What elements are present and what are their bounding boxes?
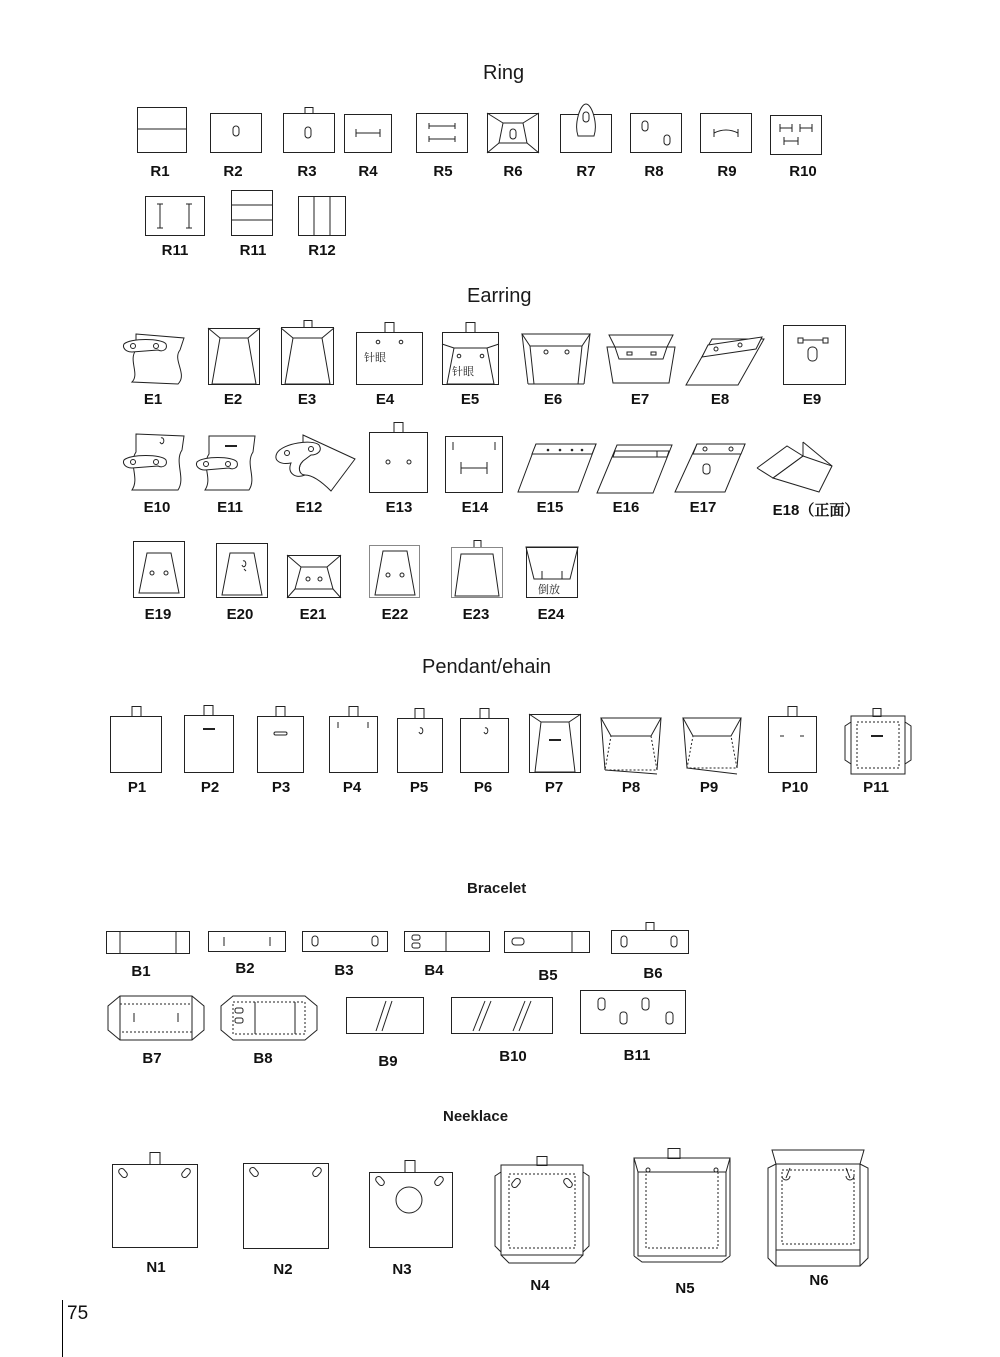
earring-label: E1 — [143, 391, 163, 408]
bracelet-label: B8 — [253, 1050, 273, 1067]
necklace-card-n2 — [243, 1163, 329, 1249]
pendant-label: P4 — [342, 779, 362, 796]
necklace-card-n5 — [634, 1148, 730, 1262]
necklace-card-n1 — [112, 1152, 198, 1248]
pendant-card-p2 — [184, 705, 234, 773]
necklace-section-title: Neeklace — [443, 1108, 509, 1125]
earring-card-e6 — [522, 332, 590, 385]
bracelet-card-b11 — [580, 990, 686, 1034]
ring-label: R11 — [239, 242, 267, 259]
earring-card-e19 — [133, 541, 185, 598]
bracelet-section-title: Bracelet — [467, 880, 527, 897]
e24-upside-down-label: 倒放 — [538, 583, 560, 596]
earring-label: E13 — [385, 499, 413, 516]
earring-card-e20 — [216, 543, 268, 598]
earring-card-e16 — [597, 441, 672, 493]
earring-label: E12 — [295, 499, 323, 516]
ring-label: R11 — [161, 242, 189, 259]
bracelet-label: B1 — [131, 963, 151, 980]
pendant-card-p4 — [329, 706, 378, 773]
ring-card-r7 — [560, 102, 612, 153]
bracelet-label: B11 — [623, 1047, 651, 1064]
pendant-card-p11 — [845, 708, 911, 775]
earring-label: E17 — [689, 499, 717, 516]
earring-card-e12 — [273, 433, 355, 493]
ring-card-r4 — [344, 114, 392, 153]
pendant-label: P6 — [473, 779, 493, 796]
ring-label: R2 — [223, 163, 243, 180]
pendant-card-p7 — [529, 714, 581, 773]
ring-label: R3 — [297, 163, 317, 180]
earring-label: E20 — [226, 606, 254, 623]
pendant-card-p5 — [397, 708, 443, 773]
earring-card-e4 — [356, 322, 423, 385]
ring-card-r5 — [416, 113, 468, 153]
bracelet-label: B2 — [235, 960, 255, 977]
earring-label: E22 — [381, 606, 409, 623]
bracelet-card-b5 — [504, 931, 590, 953]
pendant-card-p10 — [768, 706, 817, 773]
ring-section-title: Ring — [483, 62, 525, 84]
page-number-rule — [62, 1300, 63, 1357]
bracelet-card-b4 — [404, 931, 490, 952]
bracelet-label: B7 — [142, 1050, 162, 1067]
bracelet-label: B9 — [378, 1053, 398, 1070]
pendant-label: P2 — [200, 779, 220, 796]
bracelet-label: B6 — [643, 965, 663, 982]
necklace-label: N6 — [809, 1272, 829, 1289]
earring-label: E15 — [536, 499, 564, 516]
bracelet-card-b1 — [106, 931, 190, 954]
ring-card-r11-b — [231, 190, 273, 236]
pendant-card-p1 — [110, 706, 162, 773]
earring-card-e14 — [445, 436, 503, 493]
necklace-card-n4 — [495, 1156, 589, 1263]
bracelet-card-b6 — [611, 922, 689, 954]
pendant-label: P5 — [409, 779, 429, 796]
ring-card-r8 — [630, 113, 682, 153]
ring-label: R7 — [576, 163, 596, 180]
ring-card-r9 — [700, 113, 752, 153]
earring-label: E16 — [612, 499, 640, 516]
pendant-section-title: Pendant/ehain — [422, 656, 552, 678]
ring-card-r11-a — [145, 196, 205, 236]
earring-card-e23 — [451, 540, 503, 598]
ring-card-r1 — [137, 107, 187, 153]
pendant-label: P11 — [863, 779, 889, 796]
necklace-label: N2 — [273, 1261, 293, 1278]
e5-pin-hole-label: 针眼 — [452, 365, 474, 378]
earring-card-e2 — [208, 328, 260, 385]
earring-card-e15 — [518, 440, 596, 493]
page-number: 75 — [67, 1303, 89, 1324]
pendant-card-p3 — [257, 706, 304, 773]
necklace-label: N5 — [675, 1280, 695, 1297]
necklace-label: N3 — [392, 1261, 412, 1278]
pendant-label: P9 — [699, 779, 719, 796]
earring-label: E4 — [375, 391, 395, 408]
earring-card-e17 — [675, 440, 745, 493]
necklace-label: N1 — [146, 1259, 166, 1276]
bracelet-label: B4 — [424, 962, 444, 979]
earring-card-e13 — [369, 422, 428, 493]
ring-card-r3 — [283, 107, 335, 153]
earring-card-e3 — [281, 320, 334, 385]
earring-card-e9 — [783, 325, 846, 385]
ring-card-r2 — [210, 113, 262, 153]
bracelet-card-b3 — [302, 931, 388, 952]
earring-card-e21 — [287, 555, 341, 598]
necklace-card-n6 — [768, 1150, 868, 1266]
ring-label: R4 — [358, 163, 378, 180]
pendant-label: P10 — [781, 779, 809, 796]
pendant-card-p6 — [460, 708, 509, 773]
bracelet-label: B10 — [499, 1048, 527, 1065]
ring-label: R1 — [150, 163, 170, 180]
earring-label: E21 — [299, 606, 327, 623]
earring-label: E5 — [460, 391, 480, 408]
earring-label: E14 — [461, 499, 489, 516]
pendant-label: P7 — [544, 779, 564, 796]
bracelet-card-b2 — [208, 931, 286, 952]
earring-card-e5 — [442, 322, 499, 385]
pendant-card-p8 — [601, 718, 661, 775]
necklace-label: N4 — [530, 1277, 550, 1294]
earring-card-e8 — [686, 335, 764, 386]
earring-label: E10 — [143, 499, 171, 516]
ring-card-r10 — [770, 115, 822, 155]
earring-card-e1 — [122, 330, 186, 386]
earring-label: E3 — [297, 391, 317, 408]
earring-label: E23 — [462, 606, 490, 623]
bracelet-card-b8 — [221, 996, 317, 1040]
pendant-label: P3 — [271, 779, 291, 796]
bracelet-label: B5 — [538, 967, 558, 984]
ring-label: R8 — [644, 163, 664, 180]
earring-label: E19 — [144, 606, 172, 623]
bracelet-label: B3 — [334, 962, 354, 979]
earring-label: E18（正面） — [772, 502, 860, 519]
bracelet-card-b7 — [108, 996, 204, 1040]
earring-card-e22 — [369, 545, 420, 598]
ring-label: R12 — [308, 242, 336, 259]
ring-card-r12 — [298, 196, 346, 236]
pendant-card-p9 — [683, 718, 741, 775]
earring-section-title: Earring — [467, 285, 532, 307]
ring-label: R5 — [433, 163, 453, 180]
earring-label: E9 — [802, 391, 822, 408]
earring-label: E6 — [543, 391, 563, 408]
earring-card-e7 — [607, 333, 675, 385]
ring-card-r6 — [487, 113, 539, 153]
earring-label: E8 — [710, 391, 730, 408]
earring-label: E11 — [217, 499, 243, 516]
pendant-label: P8 — [621, 779, 641, 796]
pendant-label: P1 — [127, 779, 147, 796]
earring-card-e10 — [122, 430, 186, 493]
earring-label: E7 — [630, 391, 650, 408]
ring-label: R10 — [789, 163, 817, 180]
earring-label: E24 — [537, 606, 565, 623]
earring-card-e24 — [526, 547, 578, 598]
ring-label: R9 — [717, 163, 737, 180]
ring-label: R6 — [503, 163, 523, 180]
bracelet-card-b10 — [451, 997, 553, 1034]
e4-pin-hole-label: 针眼 — [364, 351, 386, 364]
earring-card-e11 — [195, 432, 257, 493]
earring-label: E2 — [223, 391, 243, 408]
earring-card-e18 — [757, 442, 832, 492]
necklace-card-n3 — [369, 1160, 453, 1248]
bracelet-card-b9 — [346, 997, 424, 1034]
